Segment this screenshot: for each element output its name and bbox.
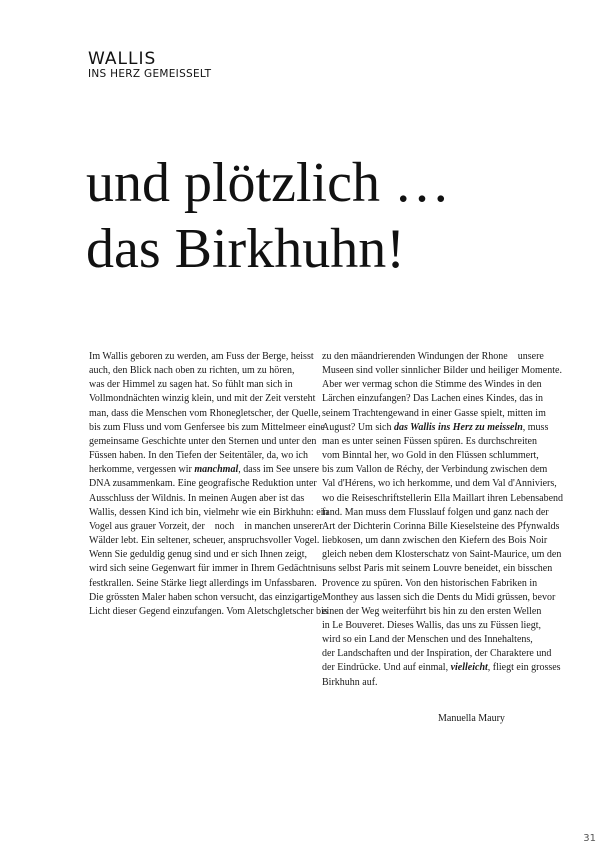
text-line <box>89 435 317 449</box>
text-segment: wo die Reiseschriftstellerin Ella Maillart ihren Lebensabend <box>322 492 564 504</box>
text-segment: man es unter seinen Füssen spüren. Es durchschreiten <box>322 435 537 447</box>
text-line <box>89 577 317 591</box>
text-segment: Museen sind voller sinnlicher Bilder und heiliger Momente. <box>322 365 562 377</box>
text-segment: in Le Bouveret. Dieses Wallis, das uns zu Füssen liegt, <box>322 619 541 631</box>
text-segment: , muss <box>522 421 549 433</box>
text-line <box>89 364 314 378</box>
text-line <box>89 562 323 576</box>
text-segment: bis zum Vallon de Réchy, der Verbindung zwischen dem <box>322 464 548 476</box>
headline-line-1: und plötzlich … <box>86 152 450 214</box>
text-segment: herkomme, vergessen wir <box>89 464 195 476</box>
text-line <box>89 534 320 548</box>
text-segment: einen der Weg weiterführt bis hin zu den ersten Wellen <box>322 605 542 617</box>
text-segment: Val d'Hérens, wo ich herkomme, und dem Val d'Anniviers, <box>322 478 557 490</box>
text-line <box>322 605 548 619</box>
text-segment: Provence zu spüren. Von den historischen Fabriken in <box>322 577 538 589</box>
text-segment: festkrallen. Seine Stärke liegt allerdings im Unfassbaren. <box>89 577 317 589</box>
text-segment: liebkosen, um dann zwischen den Kiefern des Bois Noir <box>322 535 548 547</box>
text-line <box>322 534 548 548</box>
text-segment: bis zum Fluss und vom Genfersee bis zum Mittelmeer eine <box>89 421 325 433</box>
text-line <box>89 421 325 435</box>
text-line <box>89 591 323 605</box>
text-segment: gleich neben dem Klosterschatz von Saint-Maurice, um den <box>322 549 562 561</box>
headline-line-2: das Birkhuhn! <box>86 218 405 280</box>
text-segment: der Eindrücke. Und auf einmal, <box>322 662 451 674</box>
text-line <box>322 407 548 421</box>
text-line <box>322 647 552 661</box>
emphasis-text: vielleicht <box>450 662 488 674</box>
text-line <box>322 392 548 406</box>
text-line <box>322 676 548 690</box>
text-segment: Vogel aus grauer Vorzeit, der noch in manchen unserer <box>89 520 323 532</box>
text-segment: Ausschluss der Wildnis. In meinen Augen aber ist das <box>89 492 305 504</box>
text-segment: August? Um sich <box>322 421 394 433</box>
text-segment: was der Himmel zu sagen hat. So fühlt man sich in <box>89 379 293 391</box>
text-segment: , dass im See unsere <box>238 464 320 476</box>
text-line <box>89 378 314 392</box>
text-line <box>322 591 556 605</box>
text-segment: Wenn Sie geduldig genug sind und er sich Ihnen zeigt, <box>89 549 308 561</box>
text-segment: , fliegt ein grosses <box>487 662 561 674</box>
text-segment: uns selbst Paris mit seinem Louvre beneidet, ein bisschen <box>322 563 553 575</box>
text-segment: Monthey aus lassen sich die Dents du Midi grüssen, bevor <box>322 591 556 603</box>
text-segment: Vollmondnächten winzig klein, und mit der Zeit versteht <box>89 393 316 405</box>
text-line <box>322 477 557 491</box>
text-segment: wird so ein Land der Menschen und des Innehaltens, <box>322 634 533 646</box>
text-line <box>322 562 553 576</box>
text-line <box>89 407 321 421</box>
text-line <box>89 392 314 406</box>
emphasis-text: manchmal <box>194 464 239 476</box>
body-column-right <box>322 350 564 690</box>
text-segment: fand. Man muss dem Flusslauf folgen und ganz nach der <box>322 506 549 518</box>
page-number: 31 <box>583 833 596 844</box>
text-segment: vom Binntal her, wo Gold in den Flüssen schlummert, <box>322 450 539 462</box>
text-line <box>322 378 548 392</box>
text-segment: Wallis, dessen Kind ich bin, vielmehr wie ein Birkhuhn: ein <box>89 506 329 518</box>
text-segment: Wälder lebt. Ein seltener, scheuer, anspruchsvoller Vogel. <box>89 535 320 547</box>
text-line <box>322 492 564 506</box>
text-line <box>89 350 314 364</box>
text-line <box>89 520 323 534</box>
text-line <box>89 449 314 463</box>
text-segment: gemeinsame Geschichte unter den Sternen und unter den <box>89 435 317 447</box>
text-segment: zu den mäandrierenden Windungen der Rhone unsere <box>322 351 544 362</box>
text-segment: wird sich seine Gegenwart für immer in Ihrem Gedächtnis <box>89 563 323 575</box>
article-headline <box>86 150 566 282</box>
text-segment: auch, den Blick nach oben zu richten, um zu hören, <box>89 365 295 377</box>
text-line <box>322 506 548 520</box>
text-line <box>322 421 548 435</box>
text-line <box>322 463 548 477</box>
text-segment: Licht dieser Gegend einzufangen. Vom Aletschgletscher bis <box>89 605 328 617</box>
text-segment: Lärchen einzufangen? Das Lachen eines Kindes, das in <box>322 393 544 405</box>
body-column-left <box>89 350 329 619</box>
text-line <box>322 577 548 591</box>
text-line <box>89 605 328 619</box>
text-line <box>322 449 548 463</box>
emphasis-text: das Wallis ins Herz zu meisseln <box>393 421 523 433</box>
text-line <box>322 364 562 378</box>
author-signature: Manuella Maury <box>438 713 505 724</box>
text-segment: Art der Dichterin Corinna Bille Kieselsteine des Pfynwalds <box>322 520 560 532</box>
text-line <box>322 350 548 364</box>
text-line <box>322 661 561 675</box>
section-header <box>88 50 211 81</box>
text-segment: der Landschaften und der Inspiration, der Charaktere und <box>322 648 552 660</box>
text-segment: Aber wer vermag schon die Stimme des Windes in den <box>322 379 542 391</box>
text-segment: Im Wallis geboren zu werden, am Fuss der Berge, heisst <box>89 351 314 362</box>
text-line <box>322 520 560 534</box>
text-line <box>89 506 329 520</box>
text-line <box>322 633 548 647</box>
text-line <box>322 548 562 562</box>
text-line <box>322 435 548 449</box>
text-line <box>89 492 314 506</box>
text-line <box>89 477 317 491</box>
section-subtitle: INS HERZ GEMEISSELT <box>88 68 212 80</box>
text-segment: man, dass die Menschen vom Rhonegletscher, der Quelle, <box>89 407 321 419</box>
text-segment: Die grössten Maler haben schon versucht, das einzigartige <box>89 591 323 603</box>
text-segment: Füssen haben. In den Tiefen der Seitentäler, da, wo ich <box>89 450 308 462</box>
section-title: WALLIS <box>88 49 157 69</box>
text-segment: seinem Trachtengewand in einer Gasse spielt, mitten im <box>322 407 546 419</box>
text-line <box>89 548 314 562</box>
text-segment: DNA zusammenkam. Eine geografische Reduktion unter <box>89 478 317 490</box>
text-segment: Birkhuhn auf. <box>322 676 378 688</box>
text-line <box>322 619 548 633</box>
text-line <box>89 463 320 477</box>
